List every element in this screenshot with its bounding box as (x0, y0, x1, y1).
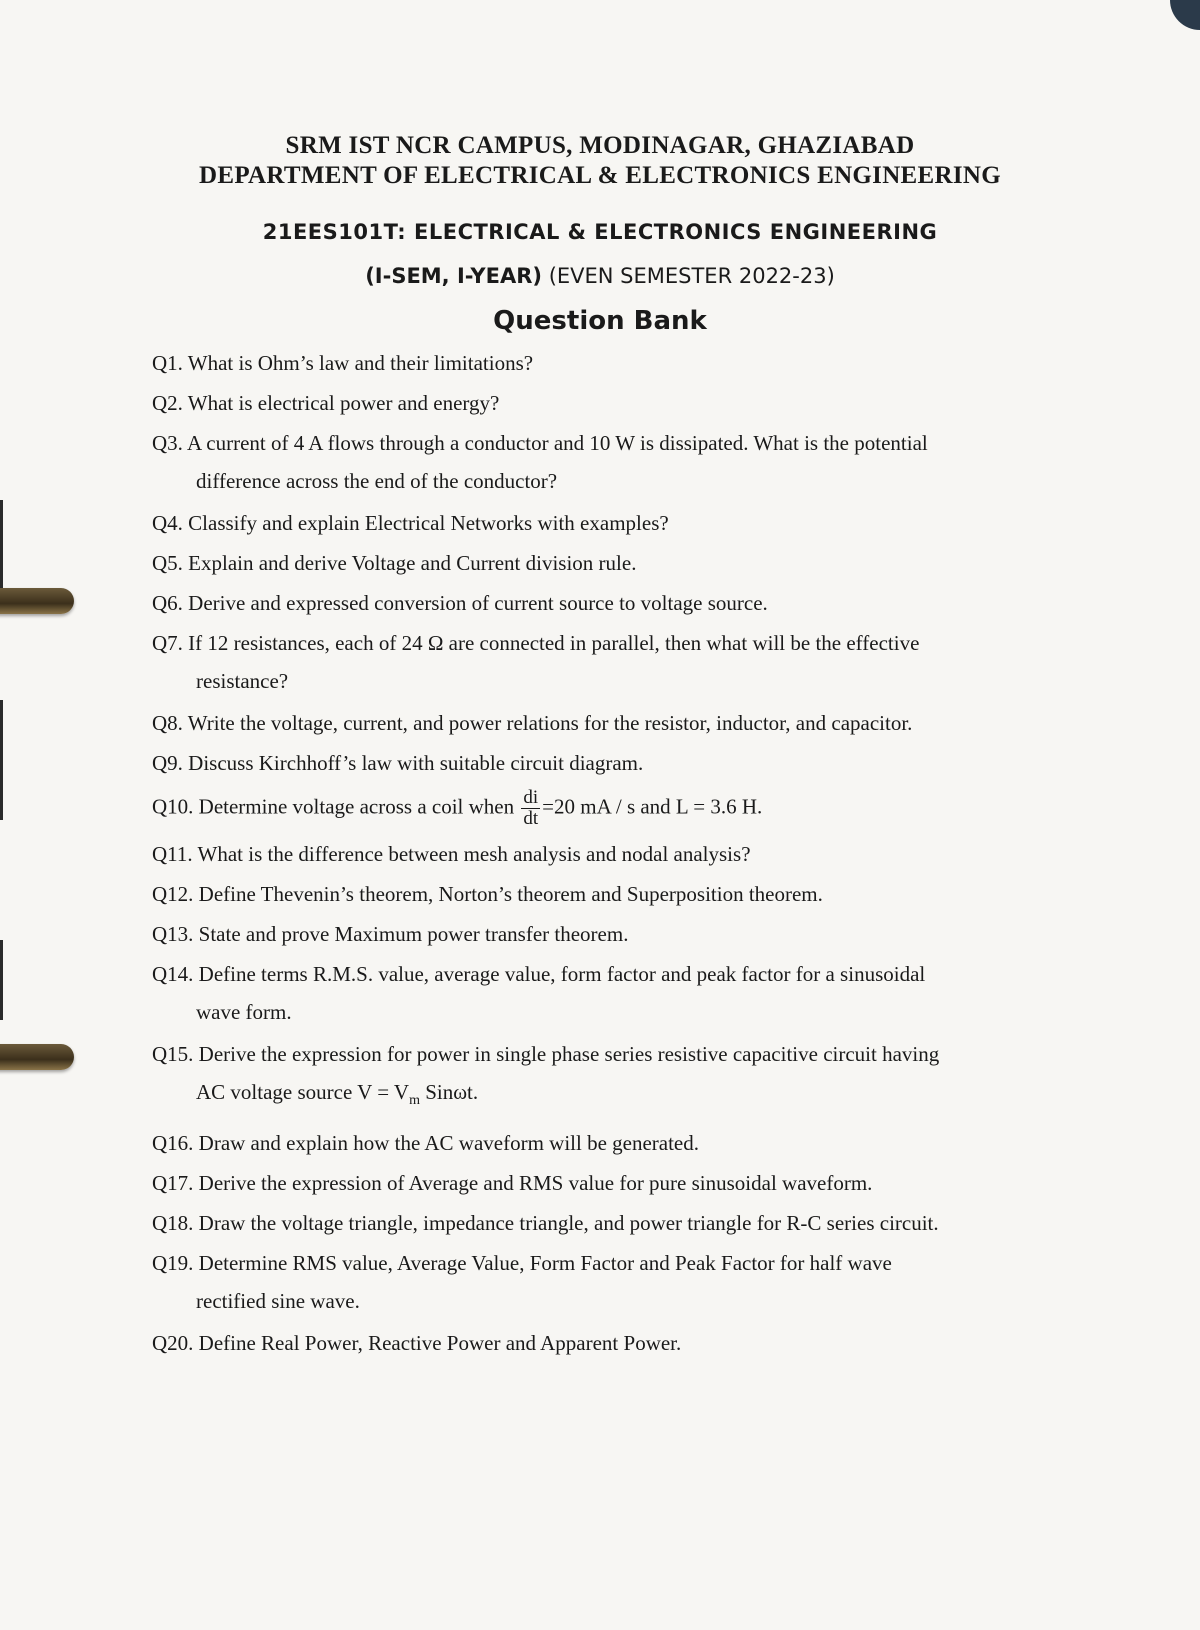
semester-bold: (I-SEM, I-YEAR) (365, 264, 542, 288)
question-15-line2 (152, 1077, 1112, 1116)
question-10-text: Q10. Determine voltage across a coil when (152, 794, 515, 819)
semester-heading (0, 264, 1200, 288)
question-6: Q6. Derive and expressed conversion of current source to voltage source. (152, 591, 768, 615)
page-edge (0, 700, 3, 820)
question-18: Q18. Draw the voltage triangle, impedance triangle, and power triangle for R-C series circuit. (152, 1211, 939, 1236)
question-5: Q5. Explain and derive Voltage and Current division rule. (152, 551, 637, 575)
page-edge (0, 500, 3, 590)
question-13: Q13. State and prove Maximum power transfer theorem. (152, 922, 629, 946)
binder-clip (0, 1044, 74, 1070)
question-7 (152, 628, 1112, 696)
question-8: Q8. Write the voltage, current, and power relations for the resistor, inductor, and capacitor. (152, 711, 913, 735)
page-title: Question Bank (493, 306, 707, 336)
question-16: Q16. Draw and explain how the AC waveform will be generated. (152, 1131, 700, 1156)
question-14-line1: Q14. Define terms R.M.S. value, average value, form factor and peak factor for a sinusoidal (152, 962, 926, 986)
voltage-subscript: m (409, 1093, 420, 1109)
question-4: Q4. Classify and explain Electrical Networks with examples? (152, 511, 669, 535)
voltage-expression-end: Sinωt. (419, 1080, 479, 1104)
question-3-line1: Q3. A current of 4 A flows through a conductor and 10 W is dissipated. What is the potential (152, 431, 928, 455)
question-14 (152, 959, 1112, 1027)
question-11: Q11. What is the difference between mesh analysis and nodal analysis? (152, 842, 751, 866)
question-10-values: =20 mA / s and L = 3.6 H. (542, 794, 763, 819)
question-9: Q9. Discuss Kirchhoff’s law with suitable circuit diagram. (152, 751, 644, 775)
question-10 (152, 788, 1112, 829)
voltage-expression: AC voltage source V = V (196, 1080, 410, 1104)
question-2: Q2. What is electrical power and energy? (152, 391, 500, 415)
question-20: Q20. Define Real Power, Reactive Power and Apparent Power. (152, 1331, 682, 1356)
page-corner-shadow (1170, 0, 1200, 30)
question-3 (152, 428, 1112, 496)
question-19-line2: rectified sine wave. (196, 1289, 360, 1314)
institution-heading: SRM IST NCR CAMPUS, MODINAGAR, GHAZIABAD (285, 132, 915, 159)
question-15-line1: Q15. Derive the expression for power in single phase series resistive capacitive circuit having (152, 1042, 940, 1066)
fraction-denominator: dt (523, 808, 539, 829)
derivative-fraction (521, 788, 540, 829)
question-3-line2: difference across the end of the conductor? (196, 469, 558, 493)
question-7-line1: Q7. If 12 resistances, each of 24 Ω are connected in parallel, then what will be the effective (152, 631, 920, 655)
semester-rest: (EVEN SEMESTER 2022-23) (548, 264, 835, 288)
question-19 (152, 1248, 1112, 1316)
question-7-line2: resistance? (196, 669, 289, 693)
question-list (152, 348, 1112, 1368)
question-17: Q17. Derive the expression of Average and RMS value for pure sinusoidal waveform. (152, 1171, 873, 1196)
course-heading: 21EES101T: ELECTRICAL & ELECTRONICS ENGINEERING (262, 220, 938, 244)
question-1: Q1. What is Ohm’s law and their limitations? (152, 351, 534, 375)
question-12: Q12. Define Thevenin’s theorem, Norton’s theorem and Superposition theorem. (152, 882, 823, 906)
question-14-line2: wave form. (196, 1000, 292, 1024)
question-15 (152, 1039, 1112, 1116)
binder-clip (0, 588, 74, 614)
fraction-numerator: di (523, 787, 539, 808)
question-19-line1: Q19. Determine RMS value, Average Value, Form Factor and Peak Factor for half wave (152, 1251, 892, 1276)
department-heading: DEPARTMENT OF ELECTRICAL & ELECTRONICS ENGINEERING (199, 162, 1001, 189)
page-edge (0, 940, 3, 1020)
